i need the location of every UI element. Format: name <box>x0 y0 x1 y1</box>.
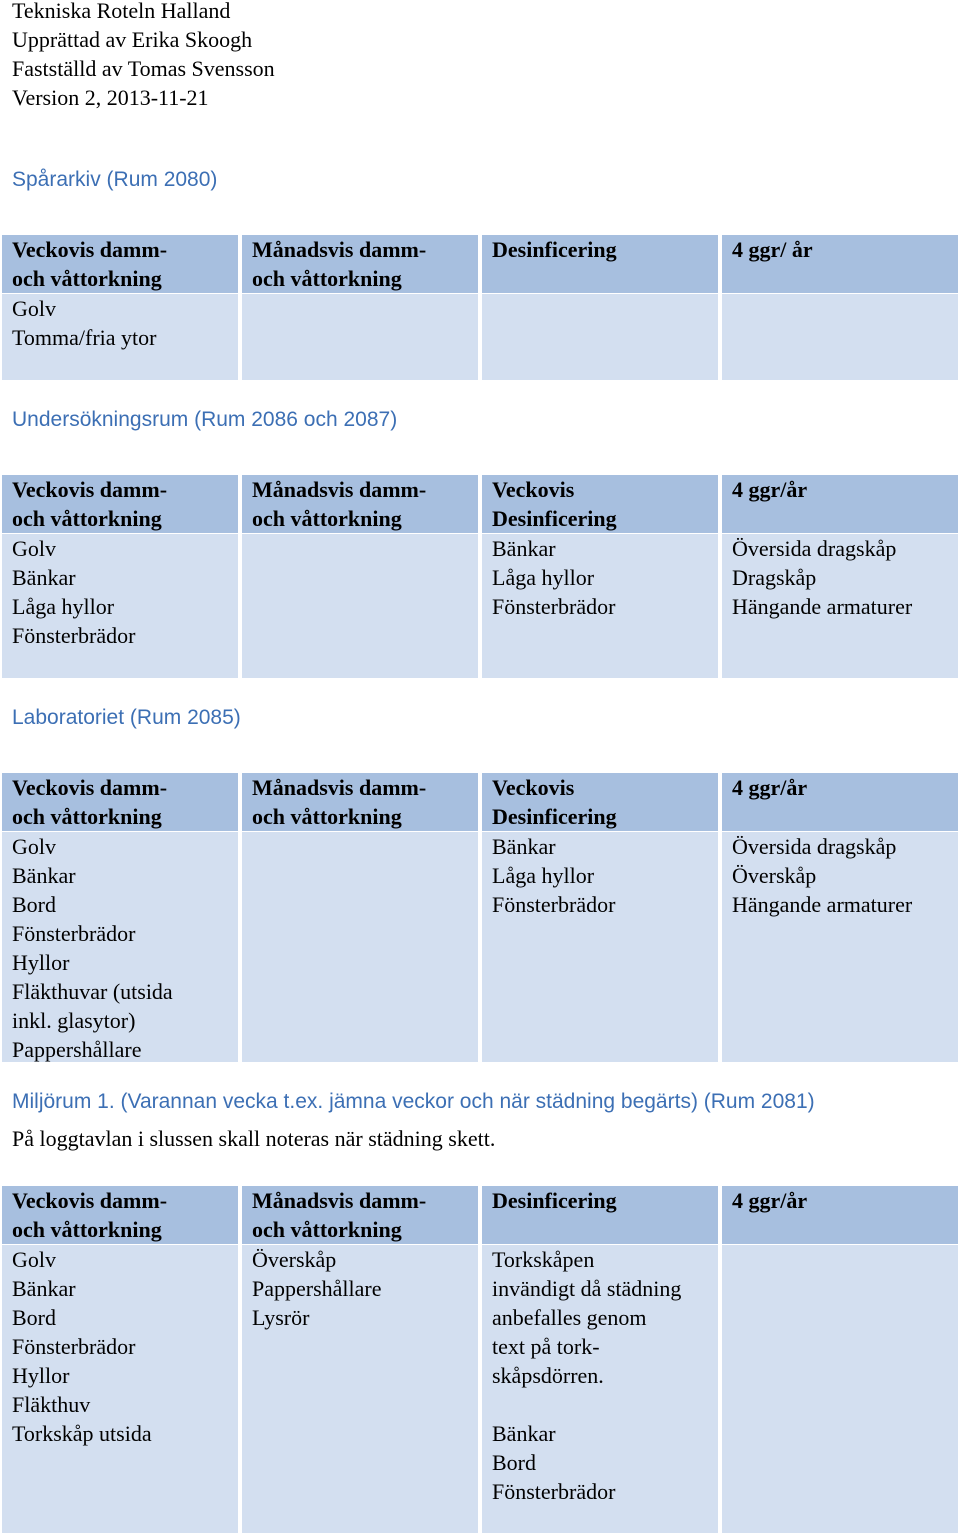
table-cell <box>2 832 238 1062</box>
table-cell <box>722 832 958 1062</box>
cell-text: Bänkar Låga hyllor Fönsterbrädor <box>492 834 616 917</box>
header-text: Desinficering <box>492 237 617 262</box>
table-cell <box>482 294 718 380</box>
table-header-row <box>0 235 960 293</box>
header-text: Månadsvis damm- och våttorkning <box>252 1188 427 1242</box>
section-title: Miljörum 1. (Varannan vecka t.ex. jämna veckor och när städning begärts) (Rum 2081) <box>12 1090 815 1113</box>
table-body-row <box>0 534 960 678</box>
table-cell <box>482 1245 718 1533</box>
header-text: Månadsvis damm- och våttorkning <box>252 237 427 291</box>
header-text: 4 ggr/år <box>732 775 808 800</box>
table-cell <box>242 534 478 678</box>
cell-text: Torkskåpen invändigt då städning anbefalles genom text på tork- skåpsdörren. Bänkar Bord Fönsterbrädor <box>492 1247 682 1504</box>
table-cell <box>2 534 238 678</box>
table-header-cell <box>2 1186 238 1244</box>
table-header-cell <box>242 475 478 533</box>
table-header-cell <box>482 475 718 533</box>
header-text: Veckovis Desinficering <box>492 775 617 829</box>
cell-text: Golv Bänkar Bord Fönsterbrädor Hyllor Fläkthuvar (utsida inkl. glasytor) Pappershållare <box>12 834 173 1062</box>
table-body-row <box>0 294 960 380</box>
table-header-row <box>0 475 960 533</box>
version: Version 2, 2013-11-21 <box>12 85 209 110</box>
header-text: Veckovis damm- och våttorkning <box>12 237 168 291</box>
document-meta <box>12 0 275 112</box>
cell-text: Golv Tomma/fria ytor <box>12 296 157 350</box>
table-cell <box>722 1245 958 1533</box>
header-text: Månadsvis damm- och våttorkning <box>252 775 427 829</box>
table-header-cell <box>242 1186 478 1244</box>
section-title: Laboratoriet (Rum 2085) <box>12 706 241 729</box>
table-header-row <box>0 773 960 831</box>
cell-text: Bänkar Låga hyllor Fönsterbrädor <box>492 536 616 619</box>
table-header-cell <box>242 235 478 293</box>
section-title: Undersökningsrum (Rum 2086 och 2087) <box>12 408 398 431</box>
table-cell <box>482 534 718 678</box>
header-text: Desinficering <box>492 1188 617 1213</box>
table-header-cell <box>482 773 718 831</box>
table-cell <box>722 294 958 380</box>
table-header-row <box>0 1186 960 1244</box>
prepared-by: Upprättad av Erika Skoogh <box>12 27 253 52</box>
table-cell <box>722 534 958 678</box>
cell-text: Golv Bänkar Bord Fönsterbrädor Hyllor Fläkthuv Torkskåp utsida <box>12 1247 152 1446</box>
cell-text: Överskåp Pappershållare Lysrör <box>252 1247 382 1330</box>
section-title: Spårarkiv (Rum 2080) <box>12 168 218 191</box>
table-cell <box>2 294 238 380</box>
header-text: Veckovis damm- och våttorkning <box>12 477 168 531</box>
table-cell <box>242 294 478 380</box>
header-text: 4 ggr/år <box>732 1188 808 1213</box>
table-header-cell <box>482 1186 718 1244</box>
header-text: 4 ggr/år <box>732 477 808 502</box>
table-cell <box>242 832 478 1062</box>
table-header-cell <box>722 773 958 831</box>
table-header-cell <box>2 773 238 831</box>
table-header-cell <box>722 475 958 533</box>
table-header-cell <box>482 235 718 293</box>
header-text: Månadsvis damm- och våttorkning <box>252 477 427 531</box>
table-body-row <box>0 832 960 1062</box>
cell-text: Översida dragskåp Dragskåp Hängande armaturer <box>732 536 913 619</box>
table-cell <box>2 1245 238 1533</box>
cell-text: Översida dragskåp Överskåp Hängande armaturer <box>732 834 913 917</box>
header-text: Veckovis damm- och våttorkning <box>12 1188 168 1242</box>
table-body-row <box>0 1245 960 1533</box>
section-note: På loggtavlan i slussen skall noteras när städning skett. <box>12 1126 496 1151</box>
header-text: Veckovis Desinficering <box>492 477 617 531</box>
table-header-cell <box>2 235 238 293</box>
approved-by: Fastställd av Tomas Svensson <box>12 56 275 81</box>
table-header-cell <box>722 235 958 293</box>
header-text: Veckovis damm- och våttorkning <box>12 775 168 829</box>
organization-name: Tekniska Roteln Halland <box>12 0 231 23</box>
table-header-cell <box>242 773 478 831</box>
table-header-cell <box>722 1186 958 1244</box>
header-text: 4 ggr/ år <box>732 237 813 262</box>
cell-text: Golv Bänkar Låga hyllor Fönsterbrädor <box>12 536 136 648</box>
table-cell <box>482 832 718 1062</box>
table-header-cell <box>2 475 238 533</box>
table-cell <box>242 1245 478 1533</box>
